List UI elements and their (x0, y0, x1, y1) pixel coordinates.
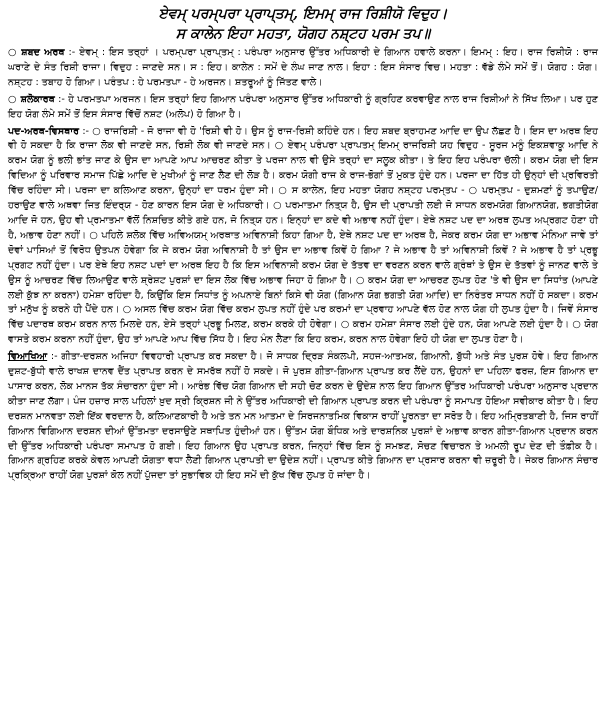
section-pad-arth-vistar (8, 125, 598, 349)
section-shabad-arth (8, 46, 598, 91)
section-heading: ਸ਼ਲੋਕਾਰਥ (20, 93, 55, 105)
section-text: :- ○ ਰਾਜਰਿਸ਼ੀ - ਜੋ ਰਾਜਾ ਵੀ ਹੋ 'ਰਿਸ਼ੀ ਵੀ ਹੋ। ਉਸ ਨੂੰ ਰਾਜ-ਰਿਸ਼ੀ ਕਹਿੰਦੇ ਹਨ। ਇਹ ਸ਼ਬਦ ਬ੍ਰਾਹਮਣ ਆਦਿ ਦਾ ਉਪ ਲੱਛਣ ਹੈ। ਇਸ ਦਾ ਅਰਥ ਇਹ ਵੀ ਹੋ ਸਕਦਾ ਹੈ ਕਿ ਰਾਜਾ ਲੋਕ ਵੀ ਜਾਣਦੇ ਸਨ, ਰਿਸ਼ੀ ਲੋਕ ਵੀ ਜਾਣਦੇ ਸਨ। ○ ਏਵਮ੍ ਪਰੰਪਰਾ ਪ੍ਰਾਪਤਮ੍ ਇਮਮ੍ ਰਾਜਰਿਸ਼ੀ ਯਹ ਵਿਦੁਹ - ਸੂਰਜ ਮਨੂੰ ਇਕਸ਼ਵਾਕੂ ਆਦਿ ਨੇ ਕਰਮ ਯੋਗ ਨੂੰ ਭਲੀ ਭਾਂਤ ਜਾਣ ਕੇ ਉਸ ਦਾ ਆਪਣੇ ਆਪ ਆਚਰਣ ਕੀਤਾ ਤੇ ਪਰਜਾ ਨਾਲ ਵੀ ਉਸੇ ਤਰ੍ਹਾਂ ਦਾ ਸਲੂਕ ਕੀਤਾ। ਤੇ ਇਹ ਇਹ ਪਰੰਪਰਾ ਚੱਲੀ। ਕਰਮ ਯੋਗ ਦੀ ਇਸ ਵਿਦਿਆ ਨੂੰ ਪਰਿਵਾਰ ਸਮਾਜ ਪਿੱਛੇ ਆਦਿ ਦੇ ਮੁਖੀਆਂ ਨੂੰ ਜਾਣ ਲੈਣ ਦੀ ਲੋੜ ਹੈ। ਕਰਮ ਯੋਗੀ ਰਾਜ ਕੇ ਰਾਜ-ਭੋਗਾਂ ਤੋਂ ਮੁਕਤ ਹੁੰਦੇ ਹਨ। ਪਰਜਾ ਦਾ ਹਿੱਤ ਹੀ ਉਨ੍ਹਾਂ ਦੀ ਪ੍ਰਵਿਰਤੀ ਵਿੱਚ ਰਹਿੰਦਾ ਸੀ। ਪਰਜਾ ਦਾ ਕਲਿਆਣ ਕਰਨਾ, ਉਨ੍ਹਾਂ ਦਾ ਧਰਮ ਹੁੰਦਾ ਸੀ। ○ ਸ ਕਾਲੇਨ, ਇਹ ਮਹਤਾ ਯੋਗਹ ਨਸ਼੍ਟਹ ਪਰਮ੍ਤਪ - ○ ਪਰਮ੍ਤਪ - ਦੁਸ਼ਮਣਾਂ ਨੂੰ ਤਪਾਉਣ/ਹਰਾਉਣ ਵਾਲੇ ਅਥਵਾ ਜਿਤ ਇੰਦਰ੍ਯ - ਹੋਣ ਕਾਰਨ ਇਸ ਯੋਗ ਦੇ ਅਧਿਕਾਰੀ। ○ ਪਰਮਾਤਮਾ ਨਿਤ੍ਯ ਹੈ, ਉਸ ਦੀ ਪ੍ਰਾਪਤੀ ਲਈ ਜੋ ਸਾਧਨ ਕਰਮਯੋਗ ਗਿਆਨਯੋਗ, ਭਗਤੀਯੋਗ ਆਦਿ ਜੋ ਹਨ, ਉਹ ਵੀ ਪ੍ਰਮਾਤਮਾ ਵੱਲੋਂ ਨਿਸ਼ਚਿਤ ਕੀਤੇ ਗਏ ਹਨ, ਜੋ ਨਿਤ੍ਯ ਹਨ। ਇਨ੍ਹਾਂ ਦਾ ਕਦੇ ਵੀ ਅਭਾਵ ਨਹੀਂ ਹੁੰਦਾ। ਏਥੇ ਨਸ਼ਟ ਪਦ ਦਾ ਅਰਥ ਲੁਪਤ ਅਪ੍ਰਗਟ ਹੋਣਾ ਹੀ ਹੈ, ਅਭਾਵ ਹੋਣਾ ਨਹੀਂ। ○ ਪਹਿਲੇ ਸ਼ਲੋਕ ਵਿੱਚ ਅਵਿਅਯਮ੍ ਅਰਥਾਤ ਅਵਿਨਾਸ਼ੀ ਕਿਹਾ ਗਿਆ ਹੈ, ਏਥੇ ਨਸ਼ਟ ਪਦ ਦਾ ਅਰਥ ਹੈ, ਜੇਕਰ ਕਰਮ ਯੋਗ ਦਾ ਅਭਾਵ ਮੰਨਿਆ ਜਾਵੇ ਤਾਂ ਦੋਵਾਂ ਪਾਸਿਆਂ ਤੋਂ ਵਿਰੋਧ ਉਤਪਨ ਹੋਵੇਗਾ ਕਿ ਜੇ ਕਰਮ ਯੋਗ ਅਵਿਨਾਸ਼ੀ ਹੈ ਤਾਂ ਉਸ ਦਾ ਅਭਾਵ ਕਿਵੇਂ ਹੋ ਗਿਆ ? ਜੇ ਅਭਾਵ ਹੈ ਤਾਂ ਅਵਿਨਾਸ਼ੀ ਕਿਵੇਂ ? ਜੇ ਅਭਾਵ ਹੈ ਤਾਂ ਪ੍ਰਭੂ ਪ੍ਰਗਟ ਨਹੀਂ ਹੁੰਦਾ। ਪਰ ਏਥੇ ਇਹ ਨਸ਼ਟ ਪਦਾਂ ਦਾ ਅਰਥ ਇਹ ਹੈ ਕਿ ਇਸ ਅਵਿਨਾਸ਼ੀ ਕਰਮ ਯੋਗ ਦੇ ਤੱਤਵ ਦਾ ਵਰਣਨ ਕਰਨ ਵਾਲੇ ਗ੍ਰੰਥਾਂ ਤੇ ਉਸ ਦੇ ਤੱਤਵਾਂ ਨੂੰ ਜਾਨਣ ਵਾਲੇ ਤੇ ਉਸ ਨੂੰ ਆਚਰਣ ਵਿੱਚ ਲਿਆਉਣ ਵਾਲੇ ਸ਼੍ਰੇਸ਼ਟ ਪੁਰਸ਼ਾਂ ਦਾ ਇਸ ਲੋਕ ਵਿੱਚ ਅਭਾਵ ਜਿਹਾ ਹੋ ਗਿਆ ਹੈ। ○ ਕਰਮ ਯੋਗ ਦਾ ਆਚਰਣ ਲੁਪਤ ਹੋਣ 'ਤੇ ਵੀ ਉਸ ਦਾ ਸਿਧਾਂਤ (ਆਪਣੇ ਲਈ ਕੁੱਝ ਨਾ ਕਰਨਾ) ਹਮੇਸ਼ਾ ਰਹਿੰਦਾ ਹੈ, ਕਿਉਂਕਿ ਇਸ ਸਿਧਾਂਤ ਨੂੰ ਅਪਨਾਏ ਬਿਨਾਂ ਕਿਸੇ ਵੀ ਯੋਗ (ਗਿਆਨ ਯੋਗ ਭਗਤੀ ਯੋਗ ਆਦਿ) ਦਾ ਨਿਰੰਤਰ ਸਾਧਨ ਨਹੀਂ ਹੋ ਸਕਦਾ। ਕਰਮ ਤਾਂ ਮਨੁੱਖ ਨੂੰ ਕਰਨੇ ਹੀ ਪੈਂਦੇ ਹਨ। ○ ਅਸਲ ਵਿੱਚ ਕਰਮ ਯੋਗ ਵਿੱਚ ਕਰਮ ਲੁਪਤ ਨਹੀਂ ਹੁੰਦੇ ਪਰ ਕਰਮਾਂ ਦਾ ਪ੍ਰਵਾਹ ਆਪਣੇ ਵੱਲ ਹੋਣ ਨਾਲ ਯੋਗ ਹੀ ਲੁਪਤ ਹੁੰਦਾ ਹੈ। ਜਿਵੇਂ ਸੰਸਾਰ ਵਿੱਚ ਪਦਾਰਥ ਕਰਮ ਕਰਨ ਨਾਲ ਮਿਲਦੇ ਹਨ, ਏਸੇ ਤਰ੍ਹਾਂ ਪ੍ਰਭੂ ਮਿਲਣ, ਕਰਮ ਕਰਕੇ ਹੀ ਹੋਵੇਗਾ। ○ ਕਰਮ ਹਮੇਸ਼ਾ ਸੰਸਾਰ ਲਈ ਹੁੰਦੇ ਹਨ, ਯੋਗ ਆਪਣੇ ਲਈ ਹੁੰਦਾ ਹੈ। ○ ਯੋਗ ਵਾਸਤੇ ਕਰਮ ਕਰਨਾ ਨਹੀਂ ਹੁੰਦਾ, ਉਹ ਤਾਂ ਆਪਣੇ ਆਪ ਵਿੱਚ ਸਿੱਧ ਹੈ। ਇਹ ਮੰਨ ਲੈਣਾ ਕਿ ਇਹ ਕਰਮ, ਕਰਨ ਨਾਲ ਹੋਵੇਗਾ ਇਹੋ ਹੀ ਯੋਗ ਦਾ ਲੁਪਤ ਹੋਣਾ ਹੈ। (8, 125, 598, 346)
verse-title (8, 4, 598, 44)
section-heading: ਸ਼ਬਦ ਅਰਥ (21, 47, 65, 58)
section-text: :- ਏਵਮ੍ : ਇਸ ਤਰ੍ਹਾਂ । ਪਰਮ੍ਪਰਾ ਪ੍ਰਾਪ੍ਤਮ੍ : ਪਰੰਪਰਾ ਅਨੁਸਾਰ ਉੱਤਰ ਅਧਿਕਾਰੀ ਦੇ ਗਿਆਨ ਹਵਾਲੇ ਕਰਨਾ। ਇਮਮ੍ : ਇਹ। ਰਾਜ ਰਿਸ਼ੀਯੋ : ਰਾਜ ਘਰਾਣੇ ਦੇ ਸੰਤ ਰਿਸ਼ੀ ਰਾਜਾ। ਵਿਦੁਹ : ਜਾਣਦੇ ਸਨ। ਸ : ਇਹ। ਕਾਲੇਨ : ਸਮੇਂ ਦੇ ਲੰਘ ਜਾਣ ਨਾਲ। ਇਹਾ : ਇਸ ਸੰਸਾਰ ਵਿਚ। ਮਹਤਾ : ਵੱਡੇ ਲੰਮੇ ਸਮੇਂ ਤੋਂ। ਯੋਗਹ : ਯੋਗ। ਨਸ਼੍ਟਹ : ਤਬਾਹ ਹੋ ਗਿਆ। ਪਰੰਤਪ : ਹੇ ਪਰਮਤਪਾ - ਹੇ ਅਰਜਨ। ਸ਼ਤਰੂਆਂ ਨੂੰ ਜਿੱਤਣ ਵਾਲੇ। (8, 47, 598, 88)
section-heading: ਪਦ-ਅਰਥ-ਵਿਸਥਾਰ (8, 125, 80, 137)
section-heading: ਵਿਆਖਿਆ (8, 351, 48, 363)
section-vyakhya (8, 350, 598, 484)
bullet-circle-icon: ○ (8, 93, 17, 105)
bullet-circle-icon: ○ (8, 47, 18, 58)
section-shlokarth (8, 93, 598, 123)
section-text: :- ਗੀਤਾ-ਦਰਸ਼ਨ ਅਜਿਹਾ ਵਿਵਹਾਰੀ ਪ੍ਰਾਪਤ ਕਰ ਸਕਦਾ ਹੈ। ਜੋ ਸਾਧਕ ਦ੍ਰਿੜ ਸੰਕਲਪੀ, ਸਹਜ-ਆਤਮਕ, ਗਿਆਨੀ, ਬੁੱਧੀ ਅਤੇ ਸੰਤ ਪੁਰਸ਼ ਹੋਵੇ। ਇਹ ਗਿਆਨ ਦੁਸ਼ਟ-ਬੁੱਧੀ ਵਾਲੇ ਰਾਖਸ਼ ਦਾਨਵ ਦੈਂਤ ਪ੍ਰਾਪਤ ਕਰਨ ਦੇ ਸਮਰੱਥ ਨਹੀਂ ਹੋ ਸਕਦੇ। ਜੋ ਪੁਰਸ਼ ਗੀਤਾ-ਗਿਆਨ ਪ੍ਰਾਪਤ ਕਰ ਲੈਂਦੇ ਹਨ, ਉਹਨਾਂ ਦਾ ਪਹਿਲਾ ਫਰਜ਼, ਇਸ ਗਿਆਨ ਦਾ ਪਾਸਾਰ ਕਰਨ, ਲੋਕ ਮਾਨਸ ਤੱਕ ਸੰਚਾਰਨਾ ਹੁੰਦਾ ਸੀ। ਆਰੰਭ ਵਿੱਚ ਯੋਗ ਗਿਆਨ ਦੀ ਸਹੀ ਚੋਣ ਕਰਨ ਦੇ ਉਦੇਸ਼ ਨਾਲ ਇਹ ਗਿਆਨ ਉੱਤਰ ਅਧਿਕਾਰੀ ਪਰੰਪਰਾ ਅਨੁਸਾਰ ਪ੍ਰਦਾਨ ਕੀਤਾ ਜਾਣ ਲੱਗਾ। ਪੰਜ ਹਜ਼ਾਰ ਸਾਲ ਪਹਿਲਾਂ ਖ਼ੁਦ ਸ੍ਰੀ ਕ੍ਰਿਸ਼ਨ ਜੀ ਨੇ ਉੱਤਰ ਅਧਿਕਾਰੀ ਦੀ ਗਿਆਨ ਪ੍ਰਾਪਤ ਕਰਨ ਦੀ ਪਰੰਪਰਾ ਨੂੰ ਸਮਾਪਤ ਹੋਇਆ ਸਵੀਕਾਰ ਕੀਤਾ ਹੈ। ਇਹ ਦਰਸ਼ਨ ਮਾਨਵਤਾ ਲਈ ਇੱਕ ਵਰਦਾਨ ਹੈ, ਕਲਿਆਣਕਾਰੀ ਹੈ ਅਤੇ ਤਨ ਮਨ ਆਤਮਾ ਦੇ ਸਿਰਜਨਾਤਮਿਕ ਵਿਕਾਸ ਰਾਹੀਂ ਪੂਰਨਤਾ ਦਾ ਸਰੋਤ ਹੈ। ਇਹ ਅਮ੍ਰਿਤਬਾਣੀ ਹੈ, ਜਿਸ ਰਾਹੀਂ ਗਿਆਨ ਵਿਗਿਆਨ ਦਰਸ਼ਨ ਦੀਆਂ ਉੱਤਮਤਾ ਦਰਸਾਉਣੇ ਸਥਾਪਿਤ ਹੁੰਦੀਆਂ ਹਨ। ਉੱਤਮ ਯੋਗ ਬੌਧਿਕ ਅਤੇ ਦਾਰਸ਼ਨਿਕ ਪੁਰਸ਼ਾਂ ਦੇ ਅਭਾਵ ਕਾਰਨ ਗੀਤਾ-ਗਿਆਨ ਪ੍ਰਦਾਨ ਕਰਨ ਦੀ ਉੱਤਰ ਅਧਿਕਾਰੀ ਪਰੰਪਰਾ ਸਮਾਪਤ ਹੋ ਗਈ। ਇਹ ਗਿਆਨ ਉਹ ਪ੍ਰਾਪਤ ਕਰਨ, ਜਿਨ੍ਹਾਂ ਵਿੱਚ ਇਸ ਨੂੰ ਸਮਝਣ, ਸੋਚਣ ਵਿਚਾਰਨ ਤੇ ਅਮਲੀ ਰੂਪ ਦੇਣ ਦੀ ਤੌਫ਼ੀਕ ਹੈ। ਗਿਆਨ ਗ੍ਰਹਿਣ ਕਰਕੇ ਕੇਵਲ ਆਪਣੀ ਯੋਗਤਾ ਵਧਾ ਲੈਣੀ ਗਿਆਨ ਪ੍ਰਾਪਤੀ ਦਾ ਉਦੇਸ਼ ਨਹੀਂ। ਪ੍ਰਾਪਤ ਕੀਤੇ ਗਿਆਨ ਦਾ ਪ੍ਰਸਾਰ ਕਰਨਾ ਵੀ ਜ਼ਰੂਰੀ ਹੈ। ਜੇਕਰ ਗਿਆਨ ਸੰਚਾਰ ਪ੍ਰਕ੍ਰਿਆ ਰਾਹੀਂ ਯੋਗ ਪੁਰਸ਼ਾਂ ਕੋਲ ਨਹੀਂ ਪੁੱਜਦਾ ਤਾਂ ਸੁਭਾਵਿਕ ਹੀ ਇਹ ਸਮੇਂ ਦੀ ਕੁੱਖ ਵਿੱਚ ਲੁਪਤ ਹੋ ਜਾਂਦਾ ਹੈ। (8, 351, 598, 482)
verse-line-2: ਸ ਕਾਲੇਨ ਇਹਾ ਮਹਤਾ, ਯੋਗਹ ਨਸ਼੍ਟਹ ਪਰਮ ਤਪ॥ (175, 26, 431, 42)
verse-line-1: ਏਵਮ੍ ਪਰਮ੍ਪਰਾ ਪ੍ਰਾਪ੍ਤਮ੍, ਇਮਮ੍ ਰਾਜ ਰਿਸ਼ੀਯੋ ਵਿਦੁਹ। (158, 6, 448, 22)
section-text: :- ਹੇ ਪਰਮਤਪਾ ਅਰਜਨ। ਇਸ ਤਰ੍ਹਾਂ ਇਹ ਗਿਆਨ ਪਰੰਪਰਾ ਅਨੁਸਾਰ ਉੱਤਰ ਅਧਿਕਾਰੀ ਨੂੰ ਗ੍ਰਹਿਣ ਕਰਵਾਉਣ ਨਾਲ ਰਾਜ ਰਿਸ਼ੀਆਂ ਨੇ ਸਿੱਖ ਲਿਆ। ਪਰ ਹੁਣ ਇਹ ਯੋਗ ਲੰਮੇ ਸਮੇਂ ਤੋਂ ਇਸ ਸੰਸਾਰ ਵਿੱਚੋਂ ਨਸ਼ਟ (ਅਲੋਪ) ਹੋ ਗਿਆ ਹੈ। (8, 93, 599, 120)
